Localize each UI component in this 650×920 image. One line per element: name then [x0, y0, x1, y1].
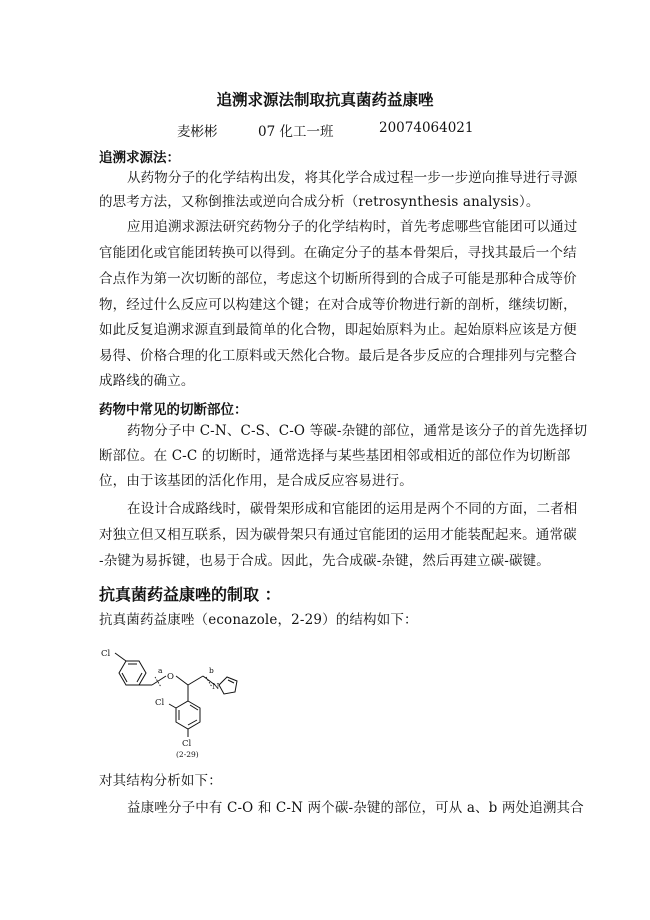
paragraph-line: -杂键为易拆键，也易于合成。因此，先合成碳-杂键，然后再建立碳-碳键。 — [99, 553, 550, 569]
chlorine-label-bottom: Cl — [182, 739, 192, 749]
paragraph-line: 的思考方法，又称倒推法或逆向合成分析（retrosynthesis analysis）。 — [99, 194, 540, 210]
section-heading-preparation: 抗真菌药益康唑的制取 ： — [99, 585, 281, 604]
author-student-id: 20074064021 — [379, 120, 474, 136]
econazole-structure-diagram — [95, 640, 325, 768]
cut-site-b-label: b — [209, 666, 214, 675]
paragraph-line: 位，由于该基团的活化作用，是合成反应容易进行。 — [99, 473, 413, 489]
paragraph-line: 成路线的确立。 — [99, 373, 195, 389]
chlorine-label-middle: Cl — [155, 698, 165, 708]
paragraph-line: 物，经过什么反应可以构建这个键；在对合成等价物进行新的剖析，继续切断， — [99, 297, 577, 313]
paragraph-line: 从药物分子的化学结构出发，将其化学合成过程一步一步逆向推导进行寻源 — [127, 170, 578, 186]
paragraph-line: 在设计合成路线时，碳骨架形成和官能团的运用是两个不同的方面，二者相 — [127, 501, 578, 517]
document-title: 追溯求源法制取抗真菌药益康唑 — [216, 91, 434, 109]
author-class: 07 化工一班 — [258, 124, 334, 140]
section-heading-cut-sites: 药物中常见的切断部位： — [99, 402, 248, 418]
paragraph-line: 应用追溯求源法研究药物分子的化学结构时，首先考虑哪些官能团可以通过 — [127, 219, 578, 235]
paragraph-line: 益康唑分子中有 C-O 和 C-N 两个碳-杂键的部位，可从 a、b 两处追溯其合 — [127, 800, 584, 816]
paragraph-line: 抗真菌药益康唑（econazole，2-29）的结构如下： — [99, 612, 418, 628]
nitrogen-label: N — [212, 682, 220, 692]
paragraph-line: 对独立但又相互联系，因为碳骨架只有通过官能团的运用才能装配起来。通常碳 — [99, 527, 577, 543]
paragraph-line: 易得、价格合理的化工原料或天然化合物。最后是各步反应的合理排列与完整合 — [99, 348, 577, 364]
paragraph-line: 如此反复追溯求源直到最简单的化合物，即起始原料为止。起始原料应该是方便 — [99, 322, 577, 338]
oxygen-label: O — [167, 672, 174, 682]
cut-site-a-label: a — [158, 666, 163, 675]
chlorine-label-top: Cl — [101, 649, 111, 659]
paragraph-line: 断部位。在 C-C 的切断时，通常选择与某些基团相邻或相近的部位作为切断部 — [99, 448, 571, 464]
compound-number-label: (2-29) — [176, 750, 199, 759]
paragraph-line: 官能团化或官能团转换可以得到。在确定分子的基本骨架后，寻找其最后一个结 — [99, 245, 577, 261]
author-name: 麦彬彬 — [177, 124, 218, 140]
section-heading-retrosynthesis: 追溯求源法： — [99, 150, 180, 166]
paragraph-line: 对其结构分析如下： — [99, 773, 222, 789]
paragraph-line: 药物分子中 C-N、C-S、C-O 等碳-杂键的部位，通常是该分子的首先选择切 — [127, 423, 588, 439]
paragraph-line: 合点作为第一次切断的部位，考虑这个切断所得到的合成子可能是那种合成等价 — [99, 271, 577, 287]
